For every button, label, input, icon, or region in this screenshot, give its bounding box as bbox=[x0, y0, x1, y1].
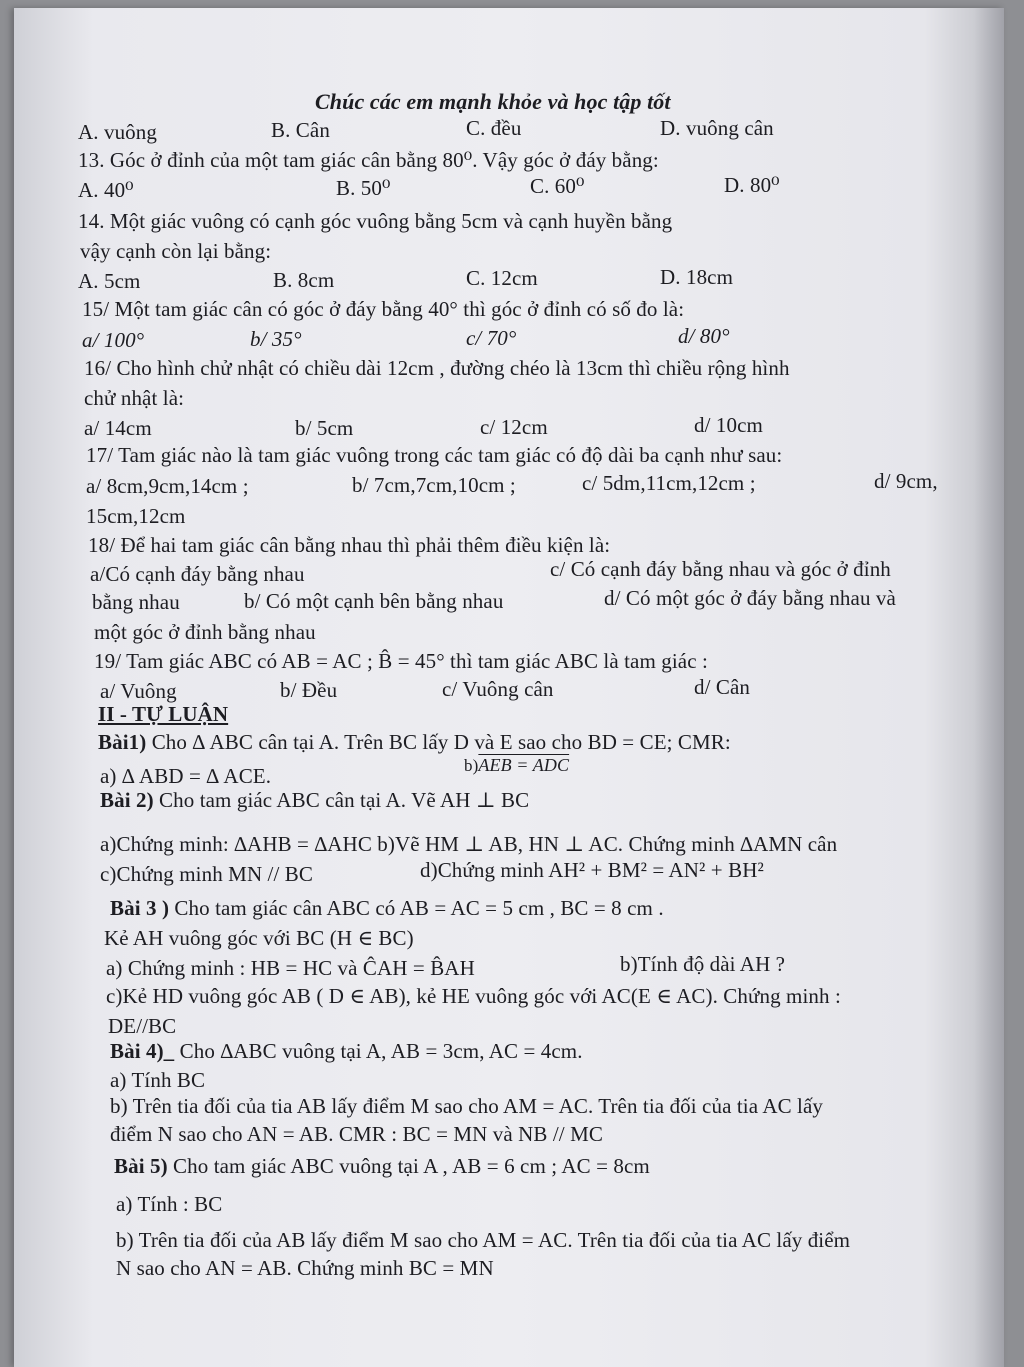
part-d: d)Chứng minh AH² + BM² = AN² + BH² bbox=[420, 858, 764, 882]
option-d-line2: một góc ở đỉnh bằng nhau bbox=[94, 620, 316, 644]
part-c: c)Chứng minh MN // BC bbox=[100, 862, 313, 886]
option-b: b/ 7cm,7cm,10cm ; bbox=[352, 473, 516, 497]
option-d: D. 18cm bbox=[660, 265, 734, 289]
option-c-line1: c/ Có cạnh đáy bằng nhau và góc ở đỉnh bbox=[550, 557, 891, 581]
exercise-text: Cho tam giác ABC cân tại A. Vẽ AH ⊥ BC bbox=[159, 788, 530, 812]
question-stem-line1: 14. Một giác vuông có cạnh góc vuông bằng 5cm và cạnh huyền bằng bbox=[78, 209, 673, 233]
option-a: A. 40⁰ bbox=[78, 178, 134, 202]
option-b: B. Cân bbox=[271, 118, 330, 142]
part-c: c)Kẻ HD vuông góc AB ( D ∈ AB), kẻ HE vuông góc với AC(E ∈ AC). Chứng minh : bbox=[106, 984, 841, 1008]
exercise-text: Cho ∆ABC vuông tại A, AB = 3cm, AC = 4cm. bbox=[179, 1039, 583, 1063]
exercise-5-prompt bbox=[114, 1156, 650, 1177]
option-b: B. 50⁰ bbox=[336, 176, 391, 200]
exercise-3-prompt bbox=[110, 898, 664, 919]
option-a: A. 5cm bbox=[78, 269, 141, 293]
exercise-text: Cho ∆ ABC cân tại A. Trên BC lấy D và E sao cho BD = CE; CMR: bbox=[151, 730, 731, 754]
part-b: b)Tính độ dài AH ? bbox=[620, 952, 786, 976]
page-title: Chúc các em mạnh khỏe và học tập tốt bbox=[315, 89, 671, 114]
exercise-label: Bài 5) bbox=[114, 1154, 168, 1178]
option-a: a/ 14cm bbox=[84, 416, 152, 440]
section-heading: II - TỰ LUẬN bbox=[98, 702, 229, 726]
option-b: b/ 5cm bbox=[295, 416, 354, 440]
question-stem-line1: 16/ Cho hình chử nhật có chiều dài 12cm , đường chéo là 13cm thì chiều rộng hình bbox=[84, 356, 790, 380]
exercise-3-line2: Kẻ AH vuông góc với BC (H ∈ BC) bbox=[104, 926, 414, 950]
question-stem: 15/ Một tam giác cân có góc ở đáy bằng 40° thì góc ở đỉnh có số đo là: bbox=[82, 297, 685, 321]
option-d-line1: d/ Có một góc ở đáy bằng nhau và bbox=[604, 586, 896, 610]
part-c-continued: DE//BC bbox=[108, 1014, 177, 1038]
option-a: a/ 100° bbox=[82, 328, 145, 352]
question-stem: 18/ Để hai tam giác cân bằng nhau thì phải thêm điều kiện là: bbox=[88, 533, 611, 557]
page-edge-shadow bbox=[974, 8, 1004, 1367]
option-a: a/ 8cm,9cm,14cm ; bbox=[86, 474, 249, 498]
part-b bbox=[464, 756, 569, 774]
option-d: d/ Cân bbox=[694, 675, 751, 699]
part-a: a) Tính : BC bbox=[116, 1192, 223, 1216]
question-stem: 13. Góc ở đỉnh của một tam giác cân bằng 80⁰. Vậy góc ở đáy bằng: bbox=[78, 148, 659, 172]
option-c-line2: bằng nhau bbox=[92, 590, 180, 614]
part-b-line1: b) Trên tia đối của tia AB lấy điểm M sao cho AM = AC. Trên tia đối của tia AC lấy bbox=[110, 1094, 824, 1118]
exercise-label: Bài1) bbox=[98, 730, 147, 754]
exercise-text: Cho tam giác ABC vuông tại A , AB = 6 cm ; AC = 8cm bbox=[173, 1154, 650, 1178]
exercise-1-prompt bbox=[98, 732, 731, 753]
exercise-4-prompt bbox=[110, 1041, 583, 1062]
option-b: b/ 35° bbox=[250, 327, 302, 351]
option-d: D. 80⁰ bbox=[724, 173, 780, 197]
option-d: d/ 10cm bbox=[694, 413, 763, 437]
exercise-2-prompt bbox=[100, 790, 529, 811]
question-stem: 17/ Tam giác nào là tam giác vuông trong các tam giác có độ dài ba cạnh như sau: bbox=[86, 443, 783, 467]
part-a: a) Chứng minh : HB = HC và ĈAH = B̂AH bbox=[106, 956, 475, 980]
part-b-line2: N sao cho AN = AB. Chứng minh BC = MN bbox=[116, 1256, 494, 1280]
option-c: c/ 5dm,11cm,12cm ; bbox=[582, 471, 756, 495]
option-a: a/Có cạnh đáy bằng nhau bbox=[90, 562, 305, 586]
option-d-continued: 15cm,12cm bbox=[86, 504, 186, 528]
part-b-prefix: b) bbox=[464, 756, 479, 775]
exercise-label: Bài 2) bbox=[100, 788, 154, 812]
exercise-label: Bài 3 ) bbox=[110, 896, 170, 920]
option-c: c/ Vuông cân bbox=[442, 677, 554, 701]
option-a: A. vuông bbox=[78, 120, 157, 144]
question-stem: 19/ Tam giác ABC có AB = AC ; B̂ = 45° thì tam giác ABC là tam giác : bbox=[94, 649, 708, 673]
option-c: C. 12cm bbox=[466, 266, 538, 290]
question-stem-line2: chử nhật là: bbox=[84, 386, 185, 410]
option-b: B. 8cm bbox=[273, 268, 335, 292]
part-b-line1: b) Trên tia đối của AB lấy điểm M sao cho AM = AC. Trên tia đối của tia AC lấy điểm bbox=[116, 1228, 851, 1252]
exercise-label: Bài 4)_ bbox=[110, 1039, 175, 1063]
option-c: c/ 70° bbox=[466, 326, 517, 350]
option-d: D. vuông cân bbox=[660, 116, 774, 140]
option-b: b/ Có một cạnh bên bằng nhau bbox=[244, 589, 504, 613]
part-a: a) Tính BC bbox=[110, 1068, 206, 1092]
option-c: C. 60⁰ bbox=[530, 174, 585, 198]
option-b: b/ Đều bbox=[280, 678, 338, 702]
option-c: C. đều bbox=[466, 116, 522, 140]
option-c: c/ 12cm bbox=[480, 415, 548, 439]
option-d: d/ 80° bbox=[678, 324, 730, 348]
angle-formula: AEB = ADC bbox=[478, 755, 570, 775]
part-b-line2: điểm N sao cho AN = AB. CMR : BC = MN và NB // MC bbox=[110, 1122, 603, 1146]
exercise-text: Cho tam giác cân ABC có AB = AC = 5 cm , BC = 8 cm . bbox=[174, 896, 664, 920]
worksheet-page bbox=[14, 8, 1004, 1367]
part-a-b: a)Chứng minh: ∆AHB = ∆AHC b)Vẽ HM ⊥ AB, HN ⊥ AC. Chứng minh ∆AMN cân bbox=[100, 832, 838, 856]
question-stem-line2: vậy cạnh còn lại bằng: bbox=[80, 239, 272, 263]
part-a: a) ∆ ABD = ∆ ACE. bbox=[100, 764, 272, 788]
option-d: d/ 9cm, bbox=[874, 469, 938, 493]
option-a: a/ Vuông bbox=[100, 679, 177, 703]
